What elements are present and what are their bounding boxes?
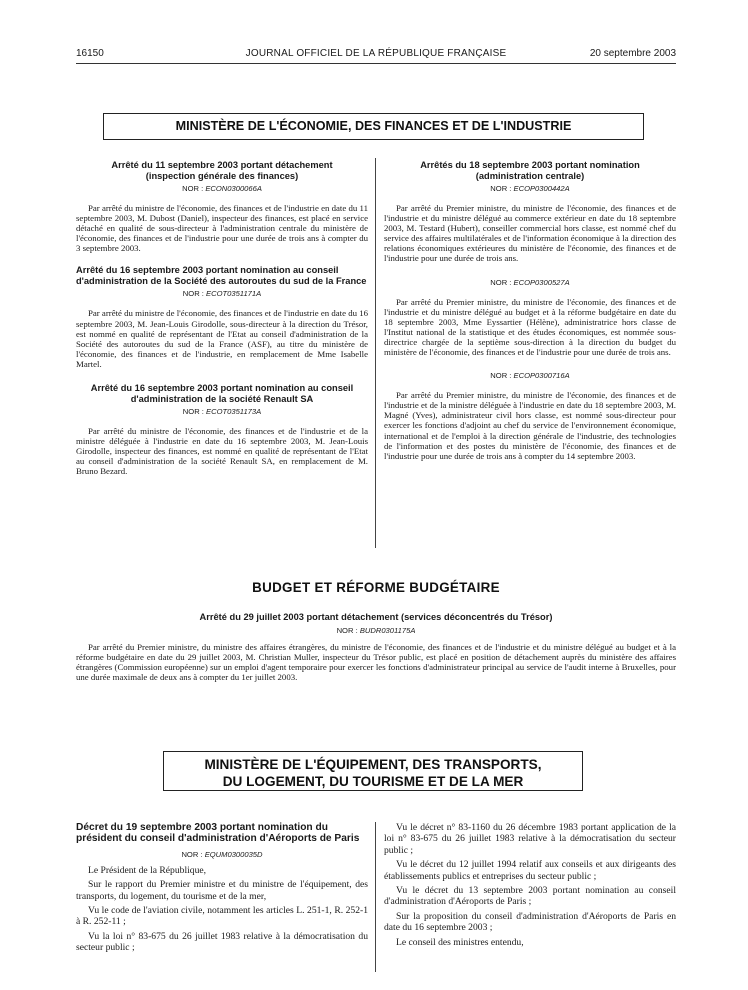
decret-paragraph: Vu la loi n° 83-675 du 26 juillet 1983 relative à la démocratisation du secteur public ; (76, 930, 368, 954)
budget-section-title: BUDGET ET RÉFORME BUDGÉTAIRE (252, 580, 500, 595)
article-title: Arrêté du 11 septembre 2003 portant détachement (inspection générale des finances) (111, 160, 333, 181)
decret-paragraph: Le Président de la République, (88, 864, 207, 876)
article-nomination-magne (384, 371, 676, 461)
article-nomination-eyssartier (384, 278, 676, 358)
article-title: Arrêté du 16 septembre 2003 portant nomination au conseil d'administration de la Société des autoroutes du sud de la France (76, 265, 367, 286)
article-body: Par arrêté du ministre de l'économie, des finances et de l'industrie et de la ministre déléguée à l'industrie en date du 16 septembre 2003, M. Jean-Louis Girodolle, inspecteur des finances, est nommé en qualité de représentant de l'Etat au conseil d'administration de la société Renault SA, en remplacement de M. Bruno Bezard. (76, 426, 368, 477)
decret-visas-left (76, 865, 368, 954)
decret-paragraph: Sur la proposition du conseil d'administration d'Aéroports de Paris en date du 16 septembre 2003 ; (384, 910, 676, 934)
nor-line (76, 407, 368, 417)
nor-code: ECON0300066A (205, 184, 262, 193)
nor-line (384, 278, 676, 288)
nor-code: EQUM0300035D (204, 849, 263, 859)
nor-label: NOR : (182, 407, 204, 417)
decret-paragraph: Sur le rapport du Premier ministre et du ministre de l'équipement, des transports, du logement, du tourisme et de la mer, (76, 879, 368, 902)
decret-title: Décret du 19 septembre 2003 portant nomination du président du conseil d'administration d'Aéroports de Paris (76, 822, 360, 845)
nor-label: NOR : (181, 849, 203, 859)
decret-left-column (76, 822, 368, 957)
article-body: Par arrêté du Premier ministre, du ministre de l'économie, des finances et de l'industrie et de la ministre déléguée à l'industrie en date du 18 septembre 2003, M. Magné (Yves), administrateur civil hors classe, est nommé sous-directeur pour exercer les fonctions d'adjoint au chef du service de l'environnement économique, international et de l'emploi à la direction générale de l'industrie, des technologies de l'information et des postes du ministère de l'économie, des finances et de l'industrie pour une durée de trois ans à compter du 14 septembre 2003. (384, 390, 676, 461)
left-column (76, 160, 368, 477)
decret-column-separator (375, 822, 376, 972)
article-body: Par arrêté du Premier ministre, du ministre de l'économie, des finances et de l'industrie et du ministre délégué au budget et à la réforme budgétaire en date du 18 septembre 2003, Mme Eyssartier (Hélène), administratrice hors classe de l'Institut national de la statistique et des études économiques, est nommée sous-directrice chargée de la septième sous-direction à la direction du budget du ministère de l'économie, des finances et de l'industrie pour une durée de trois ans. (384, 296, 676, 358)
article-title: Arrêté du 16 septembre 2003 portant nomination au conseil d'administration de la société Renault SA (90, 383, 354, 404)
nor-code: ECOP0300527A (513, 277, 570, 287)
nor-line (384, 184, 676, 194)
nor-line (76, 184, 368, 194)
article-detachement-igf (76, 160, 368, 253)
nor-code: ECOP0300716A (513, 371, 570, 381)
right-column (384, 160, 676, 461)
nor-line (76, 626, 676, 636)
ministry-economy-title: MINISTÈRE DE L'ÉCONOMIE, DES FINANCES ET DE L'INDUSTRIE (175, 119, 572, 133)
decret-paragraph: Le conseil des ministres entendu, (396, 936, 524, 948)
article-body: Par arrêté du Premier ministre, du ministre de l'économie, des finances et de l'industrie et du ministre délégué au commerce extérieur en date du 18 septembre 2003, M. Testard (Hubert), conseiller commercial hors classe, est nommé chef du service des affaires multilatérales et de l'information économique à la direction des relations économiques extérieures du ministère de l'économie, des finances et de l'industrie pour une durée de trois ans. (384, 203, 676, 264)
page-number: 16150 (76, 48, 104, 59)
nor-line (76, 850, 368, 860)
nor-label: NOR : (182, 184, 204, 193)
article-body: Par arrêté du ministre de l'économie, des finances et de l'industrie en date du 16 septembre 2003, M. Jean-Louis Girodolle, sous-directeur à la direction du Trésor, est nommé en qualité de représentant de l'Etat au conseil d'administration de la Société des autoroutes du sud de la France (ASF), au titre du ministère de l'économie, des finances et de l'industrie, en remplacement de Mme Isabelle Martel. (76, 308, 368, 369)
ministry-equipement-line1: MINISTÈRE DE L'ÉQUIPEMENT, DES TRANSPORTS, (204, 757, 542, 772)
nor-label: NOR : (490, 277, 512, 287)
journal-title: JOURNAL OFFICIEL DE LA RÉPUBLIQUE FRANÇAISE (245, 48, 507, 59)
decret-paragraph: Vu le décret du 12 juillet 1994 relatif aux conseils et aux dirigeants des établissements publics et entreprises du secteur public ; (384, 859, 676, 882)
decret-right-column (384, 822, 676, 951)
decret-paragraph: Vu le code de l'aviation civile, notamment les articles L. 251-1, R. 252-1 à R. 252-11 ; (76, 905, 368, 928)
issue-date: 20 septembre 2003 (589, 48, 676, 59)
header-rule (76, 63, 676, 64)
nor-line (76, 289, 368, 299)
running-header (76, 48, 676, 62)
article-nomination-testard (384, 160, 676, 264)
nor-label: NOR : (182, 289, 204, 299)
article-title: Arrêté du 29 juillet 2003 portant détachement (services déconcentrés du Trésor) (199, 612, 553, 622)
article-nomination-renault (76, 383, 368, 476)
article-body: Par arrêté du Premier ministre, du ministre des affaires étrangères, du ministre de l'économie, des finances et de l'industrie et du ministre délégué au budget et à la réforme budgétaire en date du 29 juillet 2003, M. Christian Muller, inspecteur du Trésor public, est placé en position de détachement auprès du ministère des affaires étrangères (Commission européenne) sur un emploi d'agent temporaire pour exercer les fonctions d'administrateur principal au service de l'audit interne à Bruxelles, pour une durée maximale de deux ans à compter du 1er juillet 2003. (76, 641, 676, 682)
ministry-equipement-heading (163, 751, 583, 791)
decret-paragraph: Vu le décret n° 83-1160 du 26 décembre 1983 portant application de la loi n° 83-675 du 26 juillet 1983 relative à la démocratisation du secteur public ; (384, 822, 676, 856)
nor-code: ECOT0351171A (206, 289, 262, 299)
decret-paragraph: Vu le décret du 13 septembre 2003 portant nomination au conseil d'administration d'Aéroports de Paris ; (384, 885, 676, 908)
nor-label: NOR : (490, 184, 512, 193)
article-nomination-asf (76, 265, 368, 369)
nor-code: ECOT0351173A (206, 407, 262, 417)
nor-code: BUDR0301175A (359, 625, 416, 635)
nor-label: NOR : (336, 625, 358, 635)
article-title: Arrêtés du 18 septembre 2003 portant nomination (administration centrale) (420, 160, 640, 181)
article-body: Par arrêté du ministre de l'économie, des finances et de l'industrie en date du 11 septembre 2003, M. Dubost (Daniel), inspecteur des finances, est placé en service détaché en qualité de sous-directeur à l'administration centrale du ministère de l'économie, des finances et de l'industrie pour une durée de trois ans à compter du 3 septembre 2003. (76, 203, 368, 254)
ministry-economy-heading (103, 113, 644, 140)
article-detachement-tresor (76, 612, 676, 682)
nor-line (384, 371, 676, 381)
column-separator (375, 158, 376, 548)
nor-label: NOR : (490, 371, 512, 381)
nor-code: ECOP0300442A (513, 184, 570, 193)
ministry-equipement-line2: DU LOGEMENT, DU TOURISME ET DE LA MER (222, 774, 524, 789)
